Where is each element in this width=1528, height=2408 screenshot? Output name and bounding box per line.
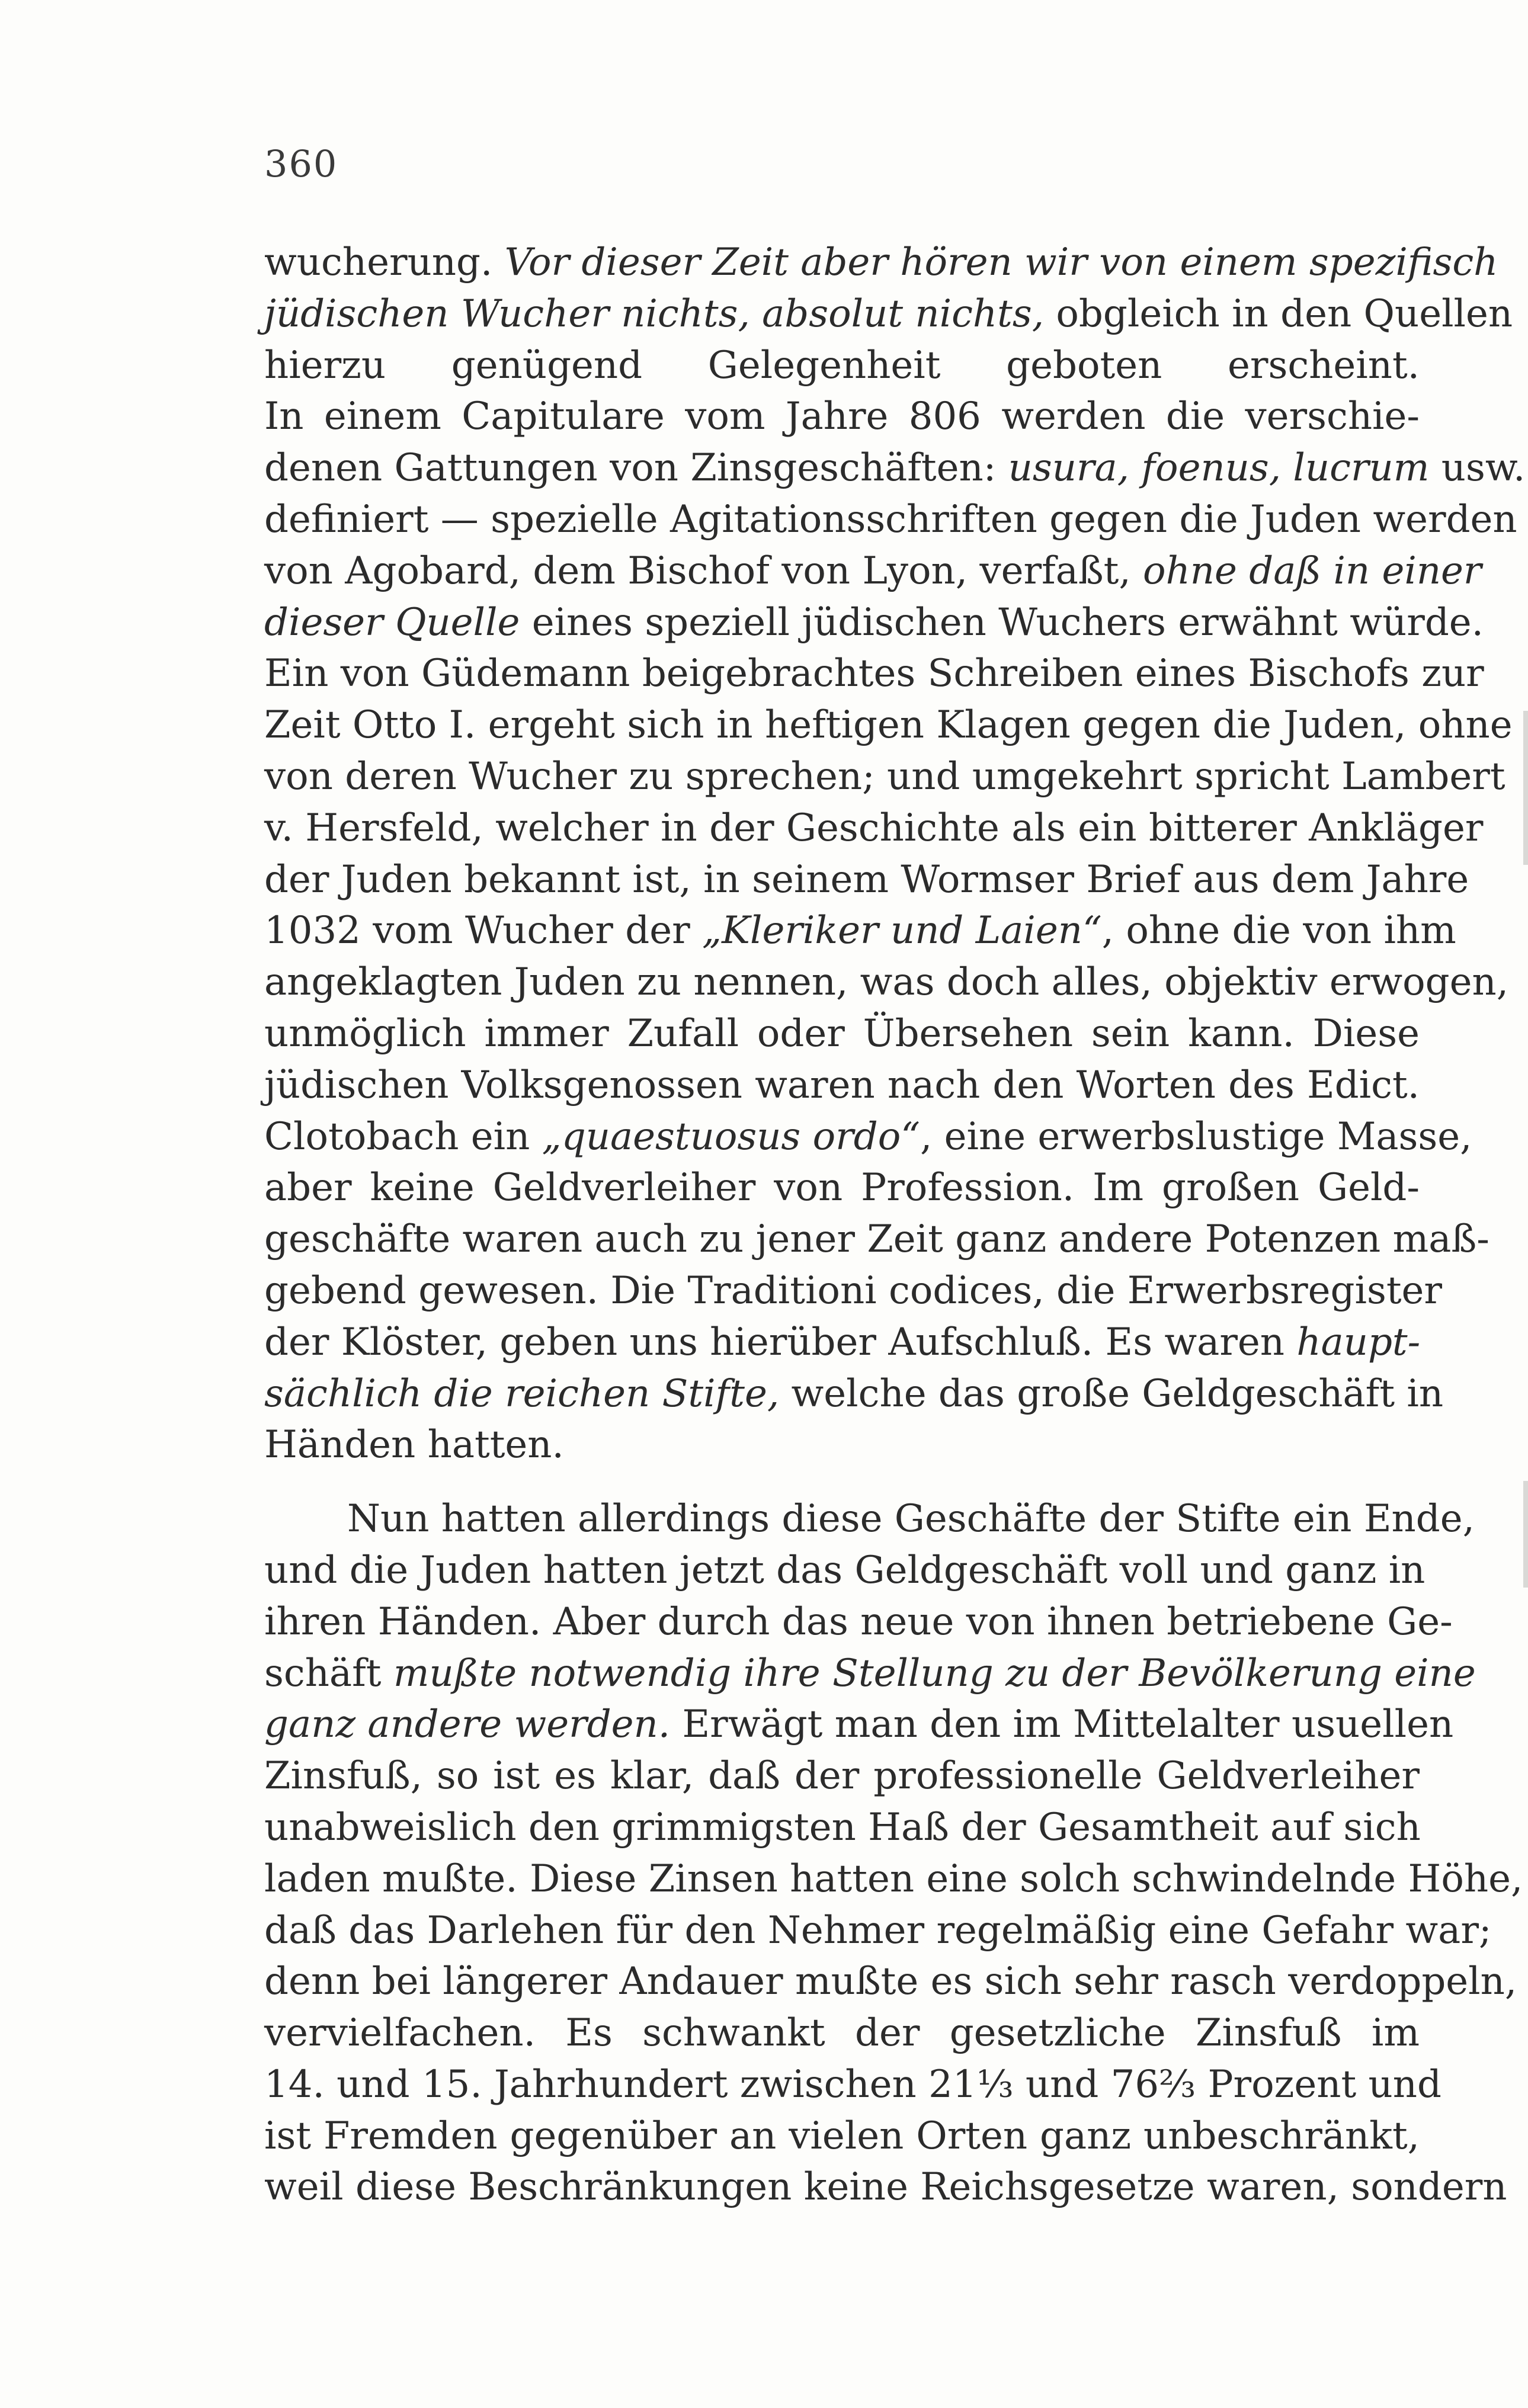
- text-line: [264, 803, 1484, 854]
- text-run: ihren Händen. Aber durch das neue von ihnen betriebene Ge-: [264, 1599, 1453, 1644]
- text-line: [264, 340, 1420, 392]
- text-line: [264, 1008, 1420, 1060]
- body-text: [264, 237, 1526, 2213]
- text-run: unabweislich den grimmigsten Haß der Gesamtheit auf sich: [264, 1805, 1421, 1849]
- text-line: [264, 546, 1482, 597]
- text-line: [264, 1419, 1420, 1471]
- text-line: [264, 2111, 1420, 2162]
- text-line: [264, 391, 1420, 443]
- italic-text: sächlich die reichen Stifte,: [264, 1371, 780, 1416]
- text-line: [264, 1545, 1426, 1596]
- text-line: [264, 1265, 1442, 1317]
- text-run: , ohne die von ihm: [1101, 909, 1456, 953]
- text-run: denen Gattungen von Zinsgeschäften:: [264, 446, 1008, 490]
- italic-text: ganz andere werden.: [264, 1702, 671, 1747]
- text-run: weil diese Beschränkungen keine Reichsgesetze waren, sondern: [264, 2165, 1507, 2210]
- text-run: gebend gewesen. Die Traditioni codices, die Erwerbsregister: [264, 1268, 1442, 1313]
- text-run: vervielfachen. Es schwankt der gesetzliche Zinsfuß im: [264, 2011, 1420, 2056]
- text-run: und die Juden hatten jetzt das Geldgeschäft voll und ganz in: [264, 1548, 1426, 1592]
- text-line: [264, 1214, 1489, 1265]
- text-line: [264, 648, 1484, 700]
- text-run: obgleich in den Quellen: [1044, 291, 1513, 336]
- text-run: angeklagten Juden zu nennen, was doch alles, objektiv erwogen,: [264, 960, 1509, 1005]
- text-run: Clotobach ein: [264, 1114, 542, 1159]
- text-run: denn bei längerer Andauer mußte es sich sehr rasch verdoppeln,: [264, 1960, 1517, 2004]
- text-run: aber keine Geldverleiher von Profession. Im großen Geld-: [264, 1166, 1420, 1210]
- text-run: Erwägt man den im Mittelalter usuellen: [670, 1702, 1454, 1747]
- paragraph: [264, 237, 1526, 1471]
- text-run: 1032 vom Wucher der: [264, 909, 702, 953]
- text-run: von deren Wucher zu sprechen; und umgekehrt spricht Lambert: [264, 754, 1505, 799]
- text-run: ist Fremden gegenüber an vielen Orten ganz unbeschränkt,: [264, 2114, 1420, 2158]
- page-number: 360: [264, 142, 338, 185]
- text-line: [264, 1111, 1472, 1163]
- text-line: [264, 1750, 1420, 1802]
- text-line: [264, 2008, 1420, 2059]
- text-run: welche das große Geldgeschäft in: [779, 1371, 1444, 1416]
- text-run: jüdischen Volksgenossen waren nach den Worten des Edict.: [264, 1063, 1420, 1107]
- text-run: daß das Darlehen für den Nehmer regelmäßig eine Gefahr war;: [264, 1908, 1492, 1952]
- text-run: 14. und 15. Jahrhundert zwischen 21⅓ und 76⅔ Prozent und: [264, 2062, 1441, 2106]
- text-run: wucherung.: [264, 241, 505, 284]
- italic-text: dieser Quelle: [264, 600, 520, 645]
- page-edge-shadow: [1523, 711, 1528, 865]
- text-run: , eine erwerbslustige Masse,: [920, 1114, 1472, 1159]
- text-line: [264, 2059, 1441, 2111]
- text-run: von Agobard, dem Bischof von Lyon, verfaßt,: [264, 549, 1143, 593]
- text-run: Zinsfuß, so ist es klar, daß der professionelle Geldverleiher: [264, 1754, 1420, 1798]
- text-line: [264, 2162, 1507, 2213]
- italic-text: „quaestuosus ordo“: [542, 1114, 920, 1159]
- text-run: schäft: [264, 1651, 393, 1695]
- italic-text: „Kleriker und Laien“: [702, 909, 1102, 953]
- text-line: [264, 1368, 1444, 1420]
- text-line: [264, 1060, 1420, 1111]
- italic-text: haupt-: [1296, 1320, 1421, 1364]
- text-line: [264, 443, 1526, 494]
- text-line: [264, 1596, 1453, 1648]
- text-run: usw.: [1429, 446, 1526, 490]
- text-line: [264, 957, 1509, 1008]
- text-line: [264, 1905, 1492, 1957]
- text-line: [264, 1802, 1420, 1854]
- text-run: Ein von Güdemann beigebrachtes Schreiben eines Bischofs zur: [264, 652, 1484, 696]
- paragraph: [264, 1493, 1523, 2213]
- text-run: der Juden bekannt ist, in seinem Wormser Brief aus dem Jahre: [264, 857, 1469, 902]
- text-line: [264, 854, 1469, 906]
- text-line: [264, 905, 1456, 957]
- text-line: [264, 494, 1517, 546]
- text-line: [264, 1956, 1517, 2008]
- text-run: definiert — spezielle Agitationsschriften gegen die Juden werden: [264, 497, 1517, 541]
- text-run: geschäfte waren auch zu jener Zeit ganz andere Potenzen maß-: [264, 1217, 1489, 1262]
- text-run: unmöglich immer Zufall oder Übersehen sein kann. Diese: [264, 1011, 1420, 1056]
- text-line: [264, 751, 1505, 803]
- text-line: [264, 1493, 1475, 1545]
- text-run: laden mußte. Diese Zinsen hatten eine solch schwindelnde Höhe,: [264, 1856, 1523, 1901]
- text-line: [264, 1648, 1476, 1700]
- text-run: der Klöster, geben uns hierüber Aufschluß. Es waren: [264, 1320, 1297, 1364]
- text-run: eines speziell jüdischen Wuchers erwähnt würde.: [520, 600, 1484, 645]
- italic-text: usura, foenus, lucrum: [1008, 446, 1430, 490]
- text-run: Händen hatten.: [264, 1423, 564, 1467]
- text-line: [264, 700, 1513, 751]
- text-run: Nun hatten allerdings diese Geschäfte der Stifte ein Ende,: [347, 1497, 1475, 1541]
- text-line: [264, 597, 1484, 649]
- text-run: v. Hersfeld, welcher in der Geschichte als ein bitterer Ankläger: [264, 806, 1484, 850]
- text-line: [264, 1162, 1420, 1214]
- page-edge-shadow: [1523, 1481, 1528, 1588]
- text-run: In einem Capitulare vom Jahre 806 werden die verschie-: [264, 395, 1420, 439]
- italic-text: jüdischen Wucher nichts, absolut nichts,: [264, 291, 1045, 336]
- text-line: [264, 237, 1498, 288]
- text-line: [264, 1854, 1523, 1905]
- italic-text: Vor dieser Zeit aber hören wir von einem spezifisch: [504, 241, 1498, 284]
- text-line: [264, 288, 1513, 340]
- text-run: hierzu genügend Gelegenheit geboten erscheint.: [264, 343, 1420, 387]
- text-line: [264, 1699, 1454, 1750]
- italic-text: ohne daß in einer: [1143, 549, 1482, 593]
- italic-text: mußte notwendig ihre Stellung zu der Bevölkerung eine: [393, 1651, 1476, 1695]
- text-line: [264, 1317, 1420, 1368]
- text-run: Zeit Otto I. ergeht sich in heftigen Klagen gegen die Juden, ohne: [264, 703, 1513, 748]
